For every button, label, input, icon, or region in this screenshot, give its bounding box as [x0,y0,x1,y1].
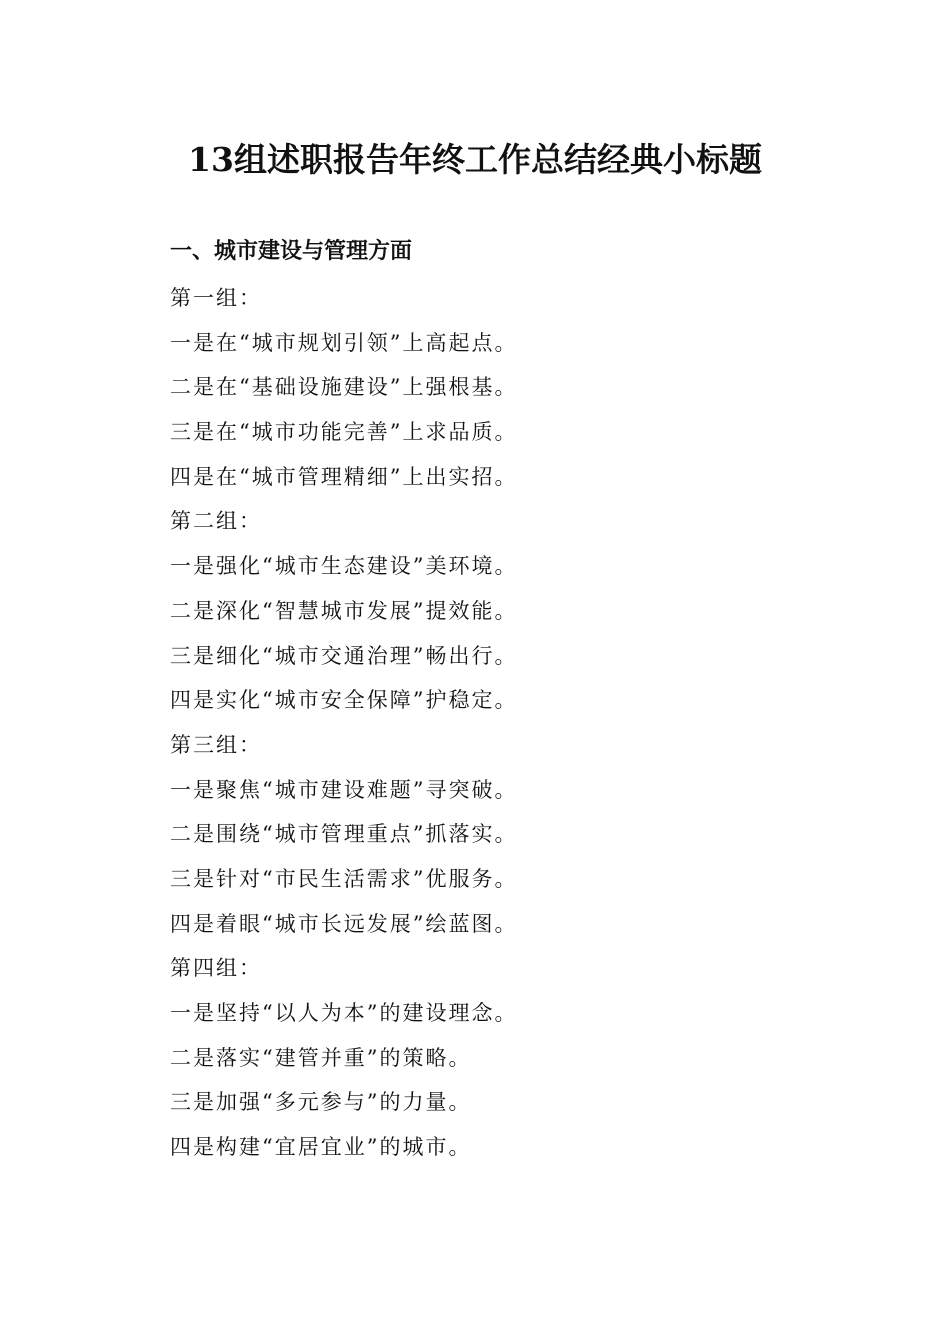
document-body [170,232,890,1170]
body-line: 三是在“城市功能完善”上求品质。 [170,420,518,445]
body-line: 一是强化“城市生态建设”美环境。 [170,554,518,579]
body-line: 一是在“城市规划引领”上高起点。 [170,330,518,355]
body-line: 四是实化“城市安全保障”护稳定。 [170,688,518,713]
body-line: 三是细化“城市交通治理”畅出行。 [170,643,518,668]
body-line: 一是坚持“以人为本”的建设理念。 [170,1001,518,1025]
document-title: 13组述职报告年终工作总结经典小标题 [188,140,762,179]
body-line: 四是着眼“城市长远发展”绘蓝图。 [170,911,518,936]
body-line: 三是针对“市民生活需求”优服务。 [170,866,518,891]
body-line: 二是深化“智慧城市发展”提效能。 [170,598,518,623]
body-line: 二是落实“建管并重”的策略。 [170,1045,472,1070]
group-heading-1: 第一组： [170,286,262,310]
section-heading: 一、城市建设与管理方面 [170,239,413,264]
group-heading-3: 第三组： [170,732,262,757]
group-heading-4: 第四组： [170,956,262,981]
body-line: 三是加强“多元参与”的力量。 [170,1090,472,1115]
body-line: 二是围绕“城市管理重点”抓落实。 [170,822,518,847]
body-line: 一是聚焦“城市建设难题”寻突破。 [170,777,518,802]
body-line: 二是在“基础设施建设”上强根基。 [170,375,518,400]
group-heading-2: 第二组： [170,509,262,534]
body-line: 四是构建“宜居宜业”的城市。 [170,1135,472,1160]
body-line: 四是在“城市管理精细”上出实招。 [170,464,518,489]
